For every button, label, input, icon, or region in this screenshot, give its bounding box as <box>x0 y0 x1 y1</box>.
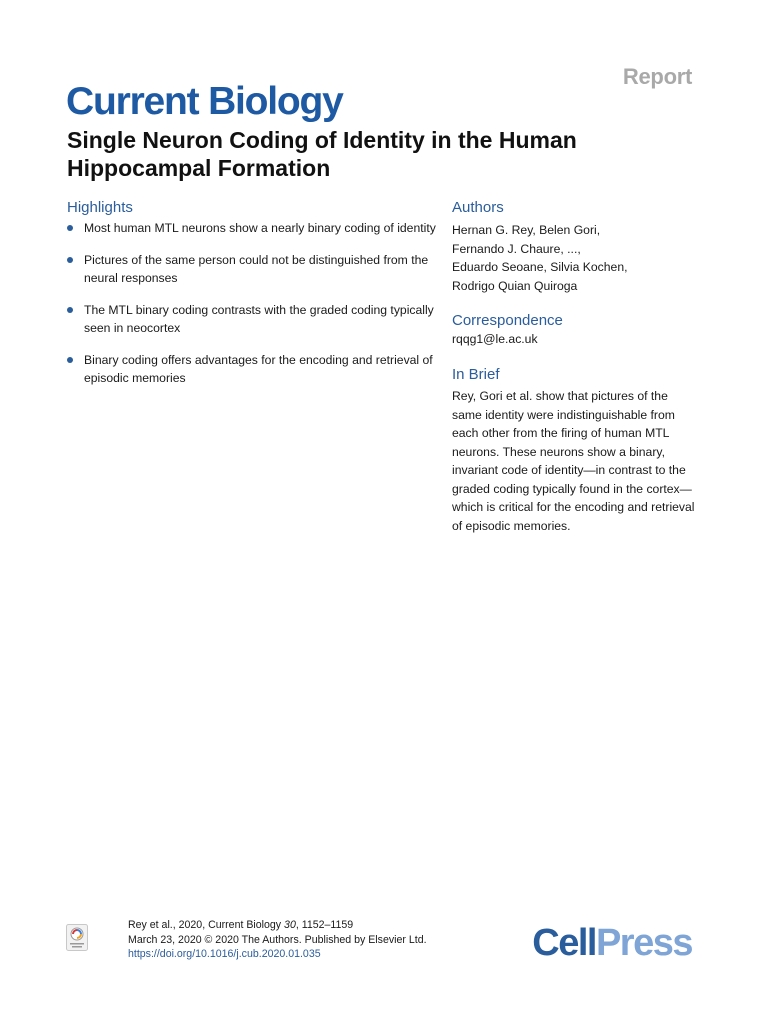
article-type-label: Report <box>622 64 692 89</box>
bullet-icon <box>67 225 73 231</box>
highlight-item <box>67 301 437 337</box>
highlight-text: Most human MTL neurons show a nearly binary coding of identity <box>84 221 436 235</box>
logo-part-cell: Cell <box>532 922 596 964</box>
highlight-text: Pictures of the same person could not be distinguished from the neural responses <box>84 253 429 285</box>
correspondence-email[interactable]: rqqg1@le.ac.uk <box>452 332 538 346</box>
author-line: Eduardo Seoane, Silvia Kochen, <box>452 260 628 274</box>
citation-pages: , 1152–1159 <box>295 919 354 931</box>
article-title: Single Neuron Coding of Identity in the Human Hippocampal Formation <box>67 127 577 181</box>
authors-list <box>452 221 702 295</box>
citation-text: Rey et al., 2020, Current Biology <box>128 919 285 931</box>
in-brief-text: Rey, Gori et al. show that pictures of the same identity were indistinguishable from each other from the firing of human MTL neurons. These neurons show a binary, invariant code of identity—in contrast to the graded coding typically found in the cortex—which is critical for the encoding and retrieval of episodic memories. <box>452 389 695 533</box>
highlight-text: Binary coding offers advantages for the encoding and retrieval of episodic memories <box>84 353 433 385</box>
highlight-item <box>67 219 437 237</box>
logo-part-press: Press <box>595 922 692 964</box>
author-line: Rodrigo Quian Quiroga <box>452 278 578 293</box>
journal-name: Current Biology <box>66 80 343 123</box>
author-line: Fernando J. Chaure, ..., <box>452 241 581 256</box>
doi-link[interactable]: https://doi.org/10.1016/j.cub.2020.01.035 <box>128 948 321 960</box>
in-brief-heading: In Brief <box>452 366 500 383</box>
cellpress-logo <box>532 922 692 965</box>
highlight-text: The MTL binary coding contrasts with the graded coding typically seen in neocortex <box>84 303 434 335</box>
bullet-icon <box>67 357 73 363</box>
copyright-line: March 23, 2020 © 2020 The Authors. Published by Elsevier Ltd. <box>128 933 427 946</box>
highlight-item <box>67 251 437 287</box>
highlights-list <box>67 219 437 401</box>
citation-footer <box>128 918 488 962</box>
check-for-updates-icon[interactable] <box>66 924 88 951</box>
correspondence-heading: Correspondence <box>452 312 563 329</box>
authors-heading: Authors <box>452 199 504 216</box>
bullet-icon <box>67 307 73 313</box>
author-line: Hernan G. Rey, Belen Gori, <box>452 223 601 237</box>
bullet-icon <box>67 257 73 263</box>
highlight-item <box>67 351 437 387</box>
citation-line <box>128 918 488 933</box>
highlights-heading: Highlights <box>67 199 133 216</box>
citation-volume: 30 <box>284 919 296 931</box>
